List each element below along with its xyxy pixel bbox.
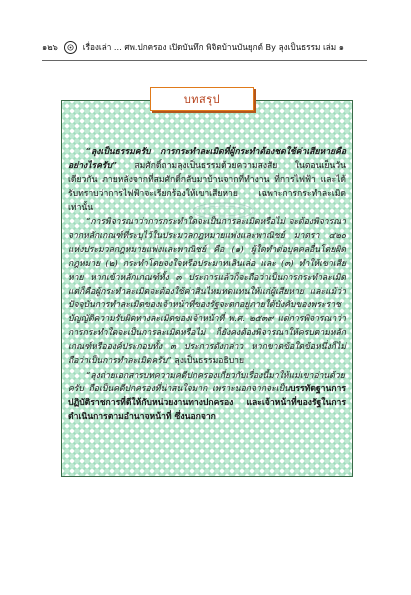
header-rule bbox=[42, 60, 367, 61]
header-text: เรื่องเล่า ... ศพ.ปกครอง เปิดบันทึก พิจิตบ้านบันยุกต์ By ลุงเป็นธรรม เล่ม ๑ bbox=[82, 41, 344, 52]
quote-question: “ลุงเป็นธรรมครับ การกระทำละเมิดที่ผู้กระทำต้องชดใช้ค่าเสียหายคืออย่างไรครับ” bbox=[68, 147, 346, 171]
running-header bbox=[42, 40, 372, 54]
section-title-box bbox=[150, 87, 254, 111]
quote-explanation: “การพิจารณาว่าการกระทำใดจะเป็นการละเมิดหรือไม่ จะต้องพิจารณาจากหลักเกณฑ์ที่ระบุไว้ในประมวลกฎหมายแพ่งและพาณิชย์ มาตรา ๔๒๐ แห่งประมวลกฎหมายแพ่งและพาณิชย์ คือ (๑) ผู้ใดทำต่อบุคคลอื่นโดยผิดกฎหมาย (๒) กระทำโดยจงใจหรือประมาทเลินเล่อ และ (๓) ทำให้เขาเสียหาย หากเข้าหลักเกณฑ์ทั้ง ๓ ประการแล้วก็จะถือว่าเป็นการกระทำละเมิด แต่ก็คือผู้กระทำละเมิดจะต้องใช้ค่าสินไหมทดแทนให้แก่ผู้เสียหาย และแม้ว่าปัจจุบันการทำละเมิดของเจ้าหน้าที่ของรัฐจะตกอยู่ภายใต้บังคับของพระราชบัญญัติความรับผิดทางละเมิดของเจ้าหน้าที่ พ.ศ. ๒๕๓๙ แต่การพิจารณาว่า การกระทำใดจะเป็นการละเมิดหรือไม่ ก็ยังคงต้องพิจารณาให้ครบตามหลักเกณฑ์หรือองค์ประกอบทั้ง ๓ ประการดังกล่าว หากขาดข้อใดข้อหนึ่งก็ไม่ถือว่าเป็นการทำละเมิดครับ” bbox=[68, 217, 346, 367]
paragraph-3 bbox=[68, 370, 346, 426]
narration-1: สมศักดิ์ถามลุงเป็นธรรมด้วยความสงสัย ในตอนเย็นวันเดียวกัน ภายหลังจากที่สมศักดิ์กลับมาบ้านจากที่ทำงาน ที่การไฟฟ้า และได้รับทราบว่าการไฟฟ้าจะเรียกร้องให้เขาเสียหาย เฉพาะการกระทำละเมิดเท่านั้น bbox=[68, 160, 346, 213]
emphasis-text: บรรทัดฐานการปฏิบัติราชการที่ดีให้กับหน่วยงานทางปกครอง และเจ้าหน้าที่ของรัฐในการดำเนินการตามอำนาจหน้าที่ ซึ่งนอกจาก bbox=[68, 384, 346, 423]
body-text bbox=[68, 146, 346, 425]
page-number: ๑๒๖ bbox=[42, 41, 58, 52]
seal-icon bbox=[64, 41, 77, 54]
paragraph-1 bbox=[68, 146, 346, 216]
narration-2: ลุงเป็นธรรมอธิบาย bbox=[171, 356, 245, 367]
section-title: บทสรุป bbox=[183, 93, 221, 106]
paragraph-2 bbox=[68, 216, 346, 369]
quote-start: “ลุงถ่ายเอกสารบทความคดีปกครองเกี่ยวกับเรื่องนี้มาให้แม่เขาอ่านด้วยครับ ถือเป็นคดีปกครองที่น่าสนใจมาก เพราะนอกจากจะเป็น bbox=[68, 370, 345, 395]
